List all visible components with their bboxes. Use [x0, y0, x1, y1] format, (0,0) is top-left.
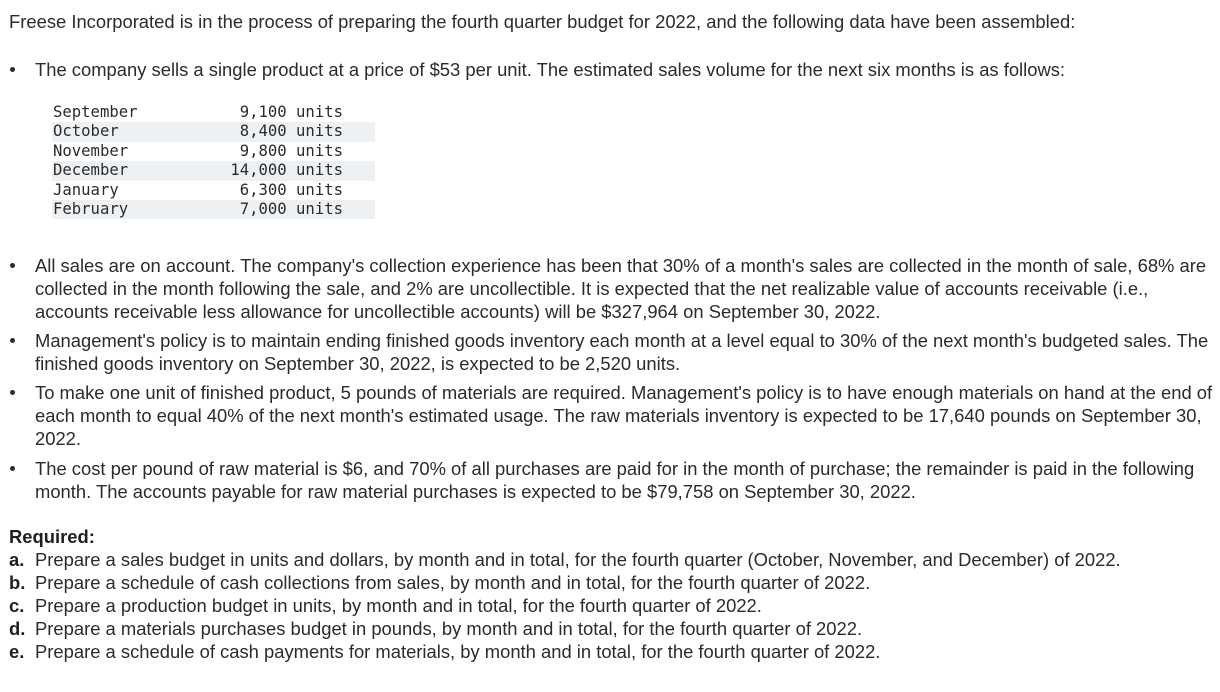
item-text: Prepare a schedule of cash payments for materials, by month and in total, for the fourth quarter of 2022. — [35, 641, 881, 663]
intro-text: Freese Incorporated is in the process of preparing the fourth quarter budget for 2022, and the following data have been assembled: — [9, 11, 1076, 32]
table-row — [52, 103, 375, 122]
required-item-c — [9, 594, 1214, 617]
bullet-raw-materials — [9, 381, 1214, 450]
table-row — [52, 161, 375, 180]
units-cell: 9,800 units — [239, 141, 343, 160]
bullet-dot — [9, 457, 35, 480]
required-item-b — [9, 571, 1214, 594]
item-text: Prepare a production budget in units, by month and in total, for the fourth quarter of 2022. — [35, 595, 762, 617]
month-cell: November — [53, 141, 129, 160]
bullet-text: Management's policy is to maintain ending finished goods inventory each month at a level equal to 30% of the next month's budgeted sales. The finished goods inventory on September 30, 2022, is expected to be 2,520 units. — [35, 330, 1209, 375]
month-cell: September — [53, 103, 138, 121]
bullet-text: To make one unit of finished product, 5 pounds of materials are required. Management's policy is to have enough materials on hand at the end of each month to equal 40% of the next month's estimated usage. The raw materials inventory is expected to be 17,640 pounds on September 30, 2022. — [35, 382, 1213, 450]
month-cell: December — [52, 161, 185, 180]
bullet-text: The company sells a single product at a price of $53 per unit. The estimated sales volume for the next six months is as follows: — [35, 59, 1066, 80]
units-cell: 6,300 units — [239, 180, 343, 199]
sales-volume-table — [52, 103, 375, 219]
table-row — [52, 181, 375, 200]
item-label: b. — [9, 572, 26, 594]
bullet-dot — [9, 254, 35, 277]
units-cell: 14,000 units — [185, 161, 375, 180]
bullet-collections — [9, 254, 1214, 323]
item-text: Prepare a sales budget in units and dollars, by month and in total, for the fourth quarter (October, November, and December) of 2022. — [35, 549, 1121, 571]
bullet-dot — [9, 329, 35, 352]
item-label: d. — [9, 618, 26, 640]
required-item-d — [9, 617, 1214, 640]
month-cell: October — [52, 122, 185, 141]
problem-document — [9, 10, 1214, 663]
bullet-payments — [9, 457, 1214, 503]
item-text: Prepare a materials purchases budget in pounds, by month and in total, for the fourth quarter of 2022. — [35, 618, 863, 640]
required-item-a — [9, 548, 1214, 571]
item-label: e. — [9, 641, 25, 663]
units-cell: 8,400 units — [185, 122, 375, 141]
bullet-text: All sales are on account. The company's collection experience has been that 30% of a month's sales are collected in the month of sale, 68% are collected in the month following the sale, and 2% are uncollectible. It is expected that the net realizable value of accounts receivable (i.e., accounts receivable less allowance for uncollectible accounts) will be $327,964 on September 30, 2022. — [35, 255, 1207, 323]
month-cell: February — [52, 200, 185, 219]
bullet-finished-goods — [9, 329, 1214, 375]
units-cell: 7,000 units — [185, 200, 375, 219]
required-item-e — [9, 640, 1214, 663]
table-row — [52, 122, 375, 141]
table-row — [52, 142, 375, 161]
bullet-text: The cost per pound of raw material is $6, and 70% of all purchases are paid for in the month of purchase; the remainder is paid in the following month. The accounts payable for raw material purchases is expected to be $79,758 on September 30, 2022. — [35, 458, 1195, 503]
bullet-price-volume — [9, 58, 1214, 81]
required-heading: Required: — [9, 526, 95, 548]
bullet-dot — [9, 381, 35, 404]
table-row — [52, 200, 375, 219]
units-cell: 9,100 units — [239, 103, 343, 121]
item-text: Prepare a schedule of cash collections from sales, by month and in total, for the fourth quarter of 2022. — [35, 572, 871, 594]
item-label: c. — [9, 595, 25, 617]
month-cell: January — [53, 180, 119, 199]
bullet-dot — [9, 58, 35, 81]
item-label: a. — [9, 549, 25, 571]
